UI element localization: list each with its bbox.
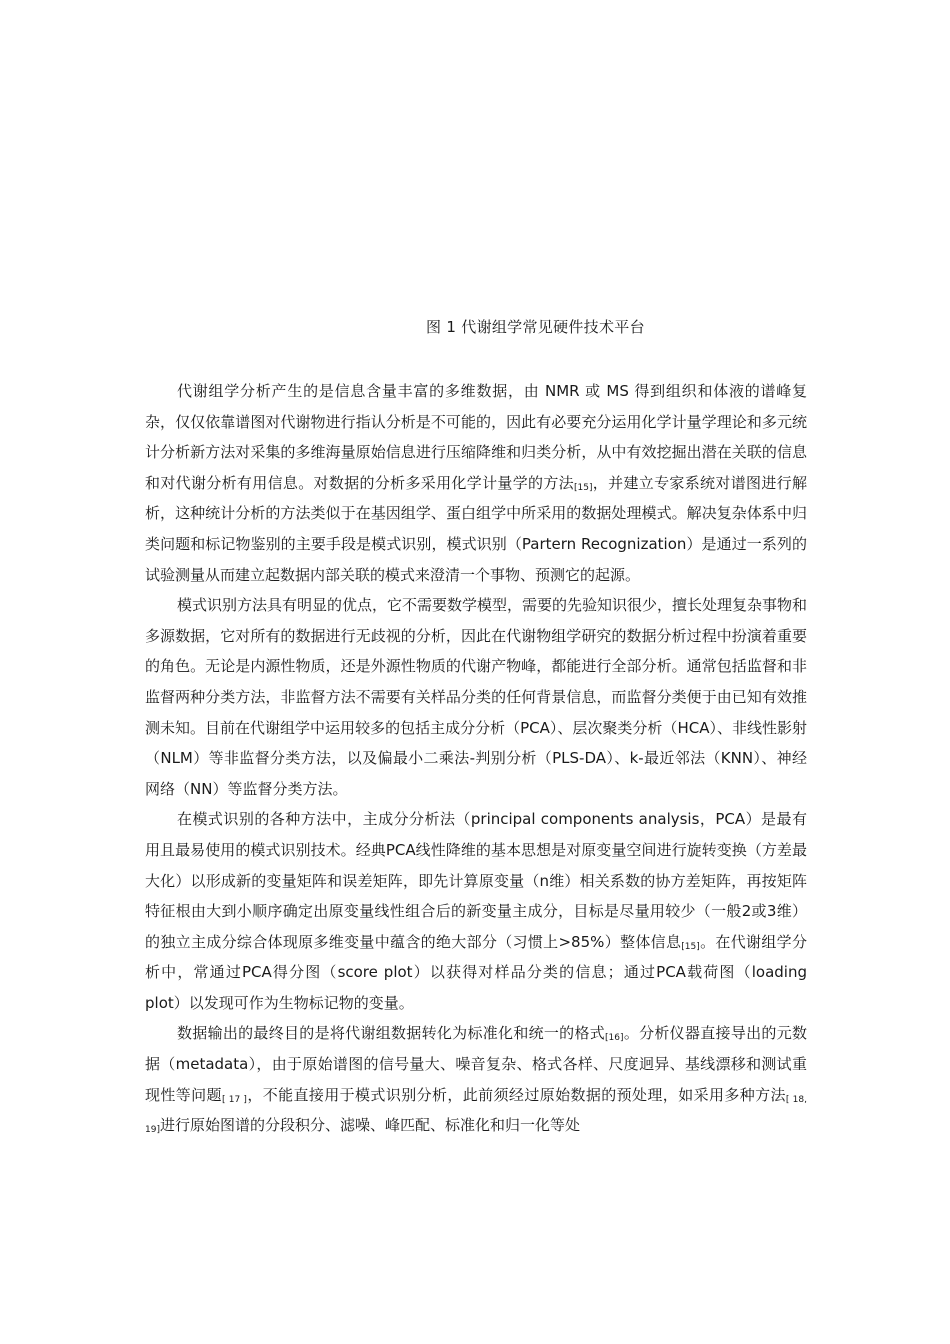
paragraph-text: 。在代谢组学分析中，常通过PCA得分图（score plot）以获得对样品分类的信息；通过PCA载荷图（loading plot）以发现可作为生物标记物的变量。 <box>145 932 807 1012</box>
paragraph-text: 。分析仪器直接导出的元数据（metadata），由于原始谱图的信号量大、噪音复杂、格式各样、尺度迥异、基线漂移和测试重现性等问题 <box>145 1024 807 1104</box>
paragraph-text: 代谢组学分析产生的是信息含量丰富的多维数据，由 NMR 或 MS 得到组织和体液的谱峰复杂，仅仅依靠谱图对代谢物进行指认分析是不可能的，因此有必要充分运用化学计量学理论和多元统计分析新方法对采集的多维海量原始信息进行压缩降维和归类分析，从中有效挖掘出潜在关联的信息和对代谢分析有用信息。对数据的分析多采用化学计量学的方法 <box>145 382 807 492</box>
citation: [15] <box>574 482 593 493</box>
paragraph-2 <box>145 590 807 804</box>
citation: [15] <box>681 941 700 952</box>
paragraph-1 <box>145 376 807 590</box>
citation: [16] <box>605 1033 624 1044</box>
paragraph-text: 进行原始图谱的分段积分、滤噪、峰匹配、标准化和归一化等处 <box>159 1116 580 1135</box>
citation: [ 17 ] <box>221 1094 247 1105</box>
paragraph-text: ，并建立专家系统对谱图进行解析，这种统计分析的方法类似于在基因组学、蛋白组学中所采用的数据处理模式。解决复杂体系中归类问题和标记物鉴别的主要手段是模式识别，模式识别（Partern Recognization）是通过一系列的试验测量从而建立起数据内部关联的模式来澄清一个事物、预测它的起源。 <box>145 473 807 584</box>
paragraph-4 <box>145 1018 807 1140</box>
paragraph-text: 在模式识别的各种方法中，主成分分析法（principal components analysis，PCA）是最有用且最易使用的模式识别技术。经典PCA线性降维的基本思想是对原变量空间进行旋转变换（方差最大化）以形成新的变量矩阵和误差矩阵，即先计算原变量（n维）相关系数的协方差矩阵，再按矩阵特征根由大到小顺序确定出原变量线性组合后的新变量主成分，目标是尽量用较少（一般2或3维）的独立主成分综合体现原多维变量中蕴含的绝大部分（习惯上>85%）整体信息 <box>145 810 807 951</box>
paragraph-text: 模式识别方法具有明显的优点，它不需要数学模型，需要的先验知识很少，擅长处理复杂事物和多源数据，它对所有的数据进行无歧视的分析，因此在代谢物组学研究的数据分析过程中扮演着重要的角色。无论是内源性物质，还是外源性物质的代谢产物峰，都能进行全部分析。通常包括监督和非监督两种分类方法，非监督方法不需要有关样品分类的任何背景信息，而监督分类便于由已知有效推测未知。目前在代谢组学中运用较多的包括主成分分析（PCA）、层次聚类分析（HCA）、非线性影射（NLM）等非监督分类方法，以及偏最小二乘法-判别分析（PLS-DA）、k-最近邻法（KNN）、神经网络（NN）等监督分类方法。 <box>145 596 808 798</box>
citation: [ 18, 19] <box>145 1094 807 1136</box>
body-text <box>145 376 807 1141</box>
paragraph-text: ，不能直接用于模式识别分析，此前须经过原始数据的预处理，如采用多种方法 <box>246 1085 786 1104</box>
paragraph-text: 数据输出的最终目的是将代谢组数据转化为标准化和统一的格式 <box>177 1024 606 1043</box>
paragraph-3 <box>145 804 807 1018</box>
figure-caption: 图 1 代谢组学常见硬件技术平台 <box>426 318 645 336</box>
